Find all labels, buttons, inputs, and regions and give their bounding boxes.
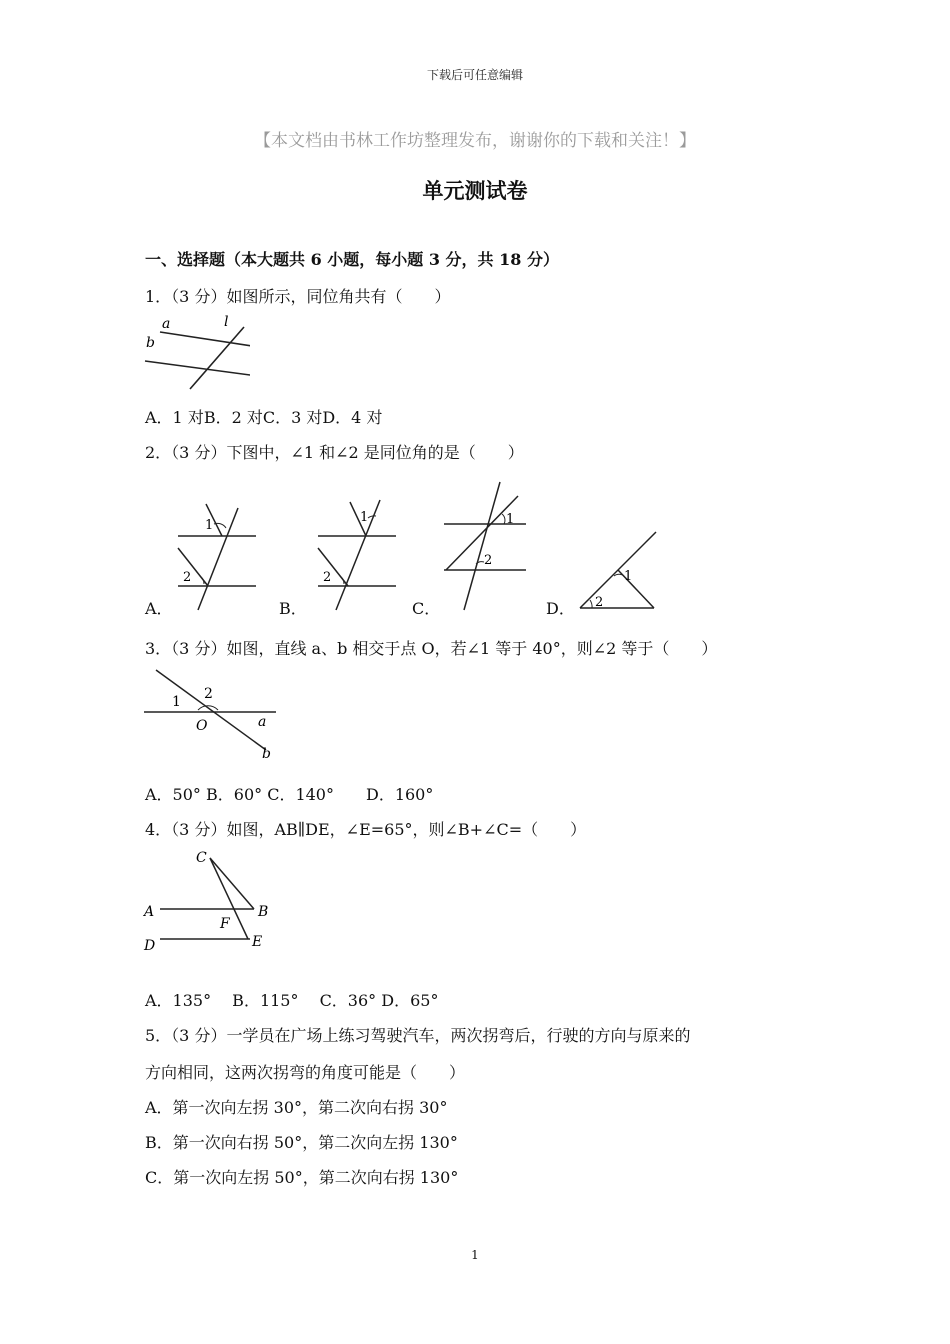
question-2-option-b: B． <box>279 599 307 618</box>
fig2d-angle-1: 1 <box>624 569 633 584</box>
question-5-stem-line1: 5．（3 分）一学员在广场上练习驾驶汽车，两次拐弯后，行驶的方向与原来的 <box>145 1026 691 1045</box>
fig1-label-a: a <box>162 316 171 332</box>
fig4-point-e: E <box>252 934 263 950</box>
fig4-point-b: B <box>258 904 269 920</box>
question-2-option-c: C． <box>412 599 441 618</box>
question-2-stem: 2．（3 分）下图中，∠1 和∠2 是同位角的是（ ） <box>145 443 524 462</box>
fig2a-angle-1: 1 <box>205 518 214 533</box>
header-note: 下载后可任意编辑 <box>426 68 523 82</box>
fig2d-angle-2: 2 <box>595 595 604 610</box>
question-3-figure <box>140 666 280 762</box>
question-4-figure <box>140 846 280 956</box>
question-5-option-b: B．第一次向右拐 50°，第二次向左拐 130° <box>145 1133 458 1152</box>
fig2c-angle-2: 2 <box>484 553 493 568</box>
fig3-angle-2: 2 <box>204 686 213 702</box>
fig2b-angle-1: 1 <box>360 510 369 525</box>
fig4-point-d: D <box>144 938 156 954</box>
fig2b-angle-2: 2 <box>323 570 332 585</box>
question-1-figure <box>140 312 250 392</box>
fig1-label-b: b <box>146 335 155 351</box>
question-2-figure-a <box>170 496 262 614</box>
fig3-point-o: O <box>196 718 208 734</box>
question-5-option-a: A．第一次向左拐 30°，第二次向右拐 30° <box>145 1098 448 1117</box>
fig4-point-c: C <box>196 850 207 866</box>
question-5-option-c: C．第一次向左拐 50°，第二次向右拐 130° <box>145 1168 459 1187</box>
fig2c-angle-1: 1 <box>506 512 515 527</box>
question-4-options: A．135° B．115° C．36° D．65° <box>145 991 439 1010</box>
fig1-label-l: l <box>224 314 229 330</box>
question-1-options: A．1 对B．2 对C．3 对D．4 对 <box>145 408 383 427</box>
fig4-point-f: F <box>220 916 230 932</box>
fig3-angle-1: 1 <box>172 694 181 710</box>
publisher-banner: 【本文档由书林工作坊整理发布，谢谢你的下载和关注！】 <box>254 131 696 151</box>
page-title: 单元测试卷 <box>422 179 528 203</box>
fig3-line-a: a <box>258 714 267 730</box>
question-2-figure-d <box>574 526 662 614</box>
question-3-options: A．50° B．60° C．140° D．160° <box>145 785 434 804</box>
question-2-figure-b <box>310 496 402 614</box>
question-5-stem-line2: 方向相同，这两次拐弯的角度可能是（ ） <box>145 1063 466 1082</box>
question-1-stem: 1．（3 分）如图所示，同位角共有（ ） <box>145 287 451 306</box>
section-heading: 一、选择题（本大题共 6 小题，每小题 3 分，共 18 分） <box>145 250 559 269</box>
question-4-stem: 4．（3 分）如图，AB∥DE，∠E=65°，则∠B+∠C=（ ） <box>145 820 587 839</box>
fig4-point-a: A <box>144 904 155 920</box>
fig2a-angle-2: 2 <box>183 570 192 585</box>
question-2-figure-c <box>440 478 532 614</box>
fig3-line-b: b <box>262 746 271 762</box>
question-2-option-a: A． <box>145 599 173 618</box>
page-number: 1 <box>471 1248 479 1262</box>
question-2-option-d: D． <box>546 599 575 618</box>
question-3-stem: 3．（3 分）如图，直线 a、b 相交于点 O，若∠1 等于 40°，则∠2 等于（ ） <box>145 639 718 658</box>
